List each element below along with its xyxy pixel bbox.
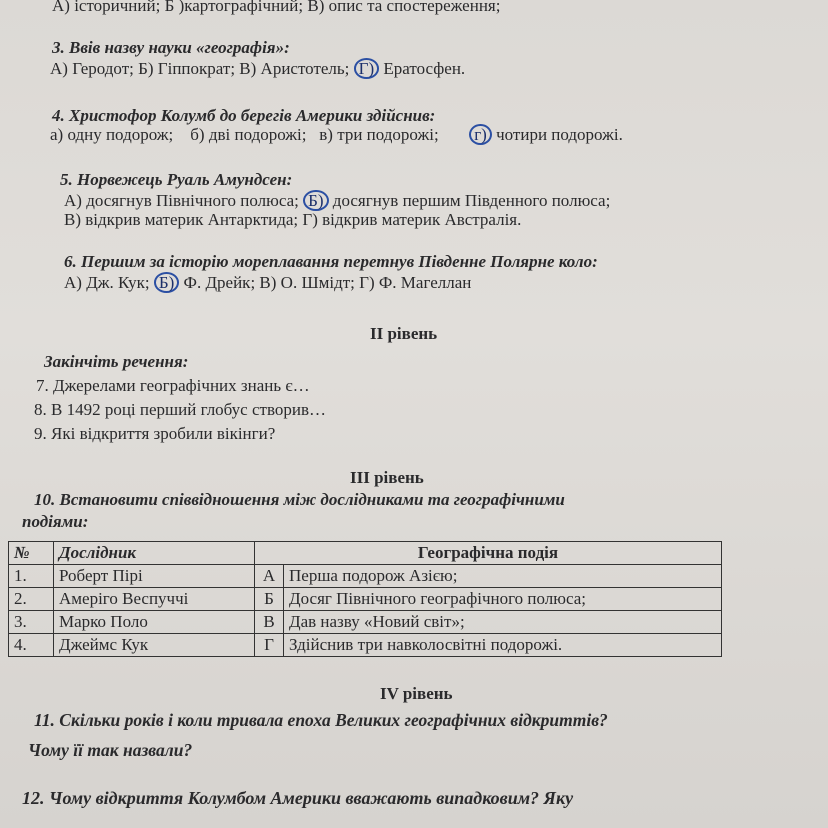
row-number: 3. <box>9 611 54 634</box>
row-letter: Б <box>255 588 284 611</box>
row-letter: В <box>255 611 284 634</box>
question-3: 3. Ввів назву науки «географія»: <box>52 38 290 57</box>
header-number: № <box>9 542 54 565</box>
table-row <box>9 634 722 657</box>
q5-line1-after: досягнув першим Південного полюса; <box>332 191 611 210</box>
row-event: Здійснив три навколосвітні подорожі. <box>284 634 722 657</box>
level-2-item-9: 9. Які відкриття зробили вікінги? <box>34 424 276 443</box>
row-letter: А <box>255 565 284 588</box>
top-options-line: А) історичний; Б )картографічний; В) опис та спостереження; <box>52 0 501 15</box>
q3-options-before: А) Геродот; Б) Гіппократ; В) Аристотель; <box>50 59 350 78</box>
level-2-instruction: Закінчіть речення: <box>44 352 189 371</box>
q5-line1-before: А) досягнув Північного полюса; <box>64 191 299 210</box>
row-number: 1. <box>9 565 54 588</box>
q5-circled-answer: Б) <box>303 190 328 211</box>
level-3-task-line1: 10. Встановити співвідношення між дослідниками та географічними <box>34 490 565 509</box>
question-4: 4. Христофор Колумб до берегів Америки здійснив: <box>52 106 436 125</box>
q6-circled-answer: Б) <box>154 272 179 293</box>
level-3-heading: ІІІ рівень <box>350 468 424 487</box>
q3-options-after: Ератосфен. <box>383 59 466 78</box>
level-2-item-7: 7. Джерелами географічних знань є… <box>36 376 310 395</box>
row-event: Дав назву «Новий світ»; <box>284 611 722 634</box>
table-row <box>9 565 722 588</box>
q4-options-after: чотири подорожі. <box>496 125 623 144</box>
question-6: 6. Першим за історію мореплавання перетнув Південне Полярне коло: <box>64 252 598 271</box>
row-explorer: Джеймс Кук <box>54 634 255 657</box>
table-row <box>9 588 722 611</box>
row-number: 2. <box>9 588 54 611</box>
q4-circled-answer: г) <box>469 124 492 145</box>
question-12-line1: 12. Чому відкриття Колумбом Америки вважають випадковим? Яку <box>22 788 574 808</box>
q6-options-before: А) Дж. Кук; <box>64 273 150 292</box>
row-explorer: Роберт Пірі <box>54 565 255 588</box>
question-11-line1: 11. Скільки років і коли тривала епоха Великих географічних відкриттів? <box>34 710 608 730</box>
header-explorer: Дослідник <box>54 542 255 565</box>
row-explorer: Марко Поло <box>54 611 255 634</box>
level-4-heading: IV рівень <box>380 684 453 703</box>
question-5-line2: В) відкрив материк Антарктида; Г) відкрив материк Австралія. <box>64 210 522 229</box>
row-event: Перша подорож Азією; <box>284 565 722 588</box>
question-6-options <box>64 272 471 293</box>
table-row <box>9 611 722 634</box>
row-letter: Г <box>255 634 284 657</box>
level-2-heading: ІІ рівень <box>370 324 438 343</box>
row-number: 4. <box>9 634 54 657</box>
q3-circled-answer: Г) <box>354 58 380 79</box>
q4-options-before: а) одну подорож; б) дві подорожі; в) три подорожі; <box>50 125 439 144</box>
question-5: 5. Норвежець Руаль Амундсен: <box>60 170 293 189</box>
question-3-options <box>50 58 465 79</box>
explorers-events-table <box>8 541 722 657</box>
row-explorer: Амеріго Веспуччі <box>54 588 255 611</box>
question-5-line1 <box>64 190 610 211</box>
table-header-row <box>9 542 722 565</box>
question-11-line2: Чому її так назвали? <box>28 740 193 760</box>
level-3-task-line2: подіями: <box>22 512 89 531</box>
question-4-options <box>50 124 623 145</box>
level-2-item-8: 8. В 1492 році перший глобус створив… <box>34 400 326 419</box>
q6-options-after: Ф. Дрейк; В) О. Шмідт; Г) Ф. Магеллан <box>183 273 472 292</box>
row-event: Досяг Північного географічного полюса; <box>284 588 722 611</box>
header-event: Географічна подія <box>255 542 722 565</box>
